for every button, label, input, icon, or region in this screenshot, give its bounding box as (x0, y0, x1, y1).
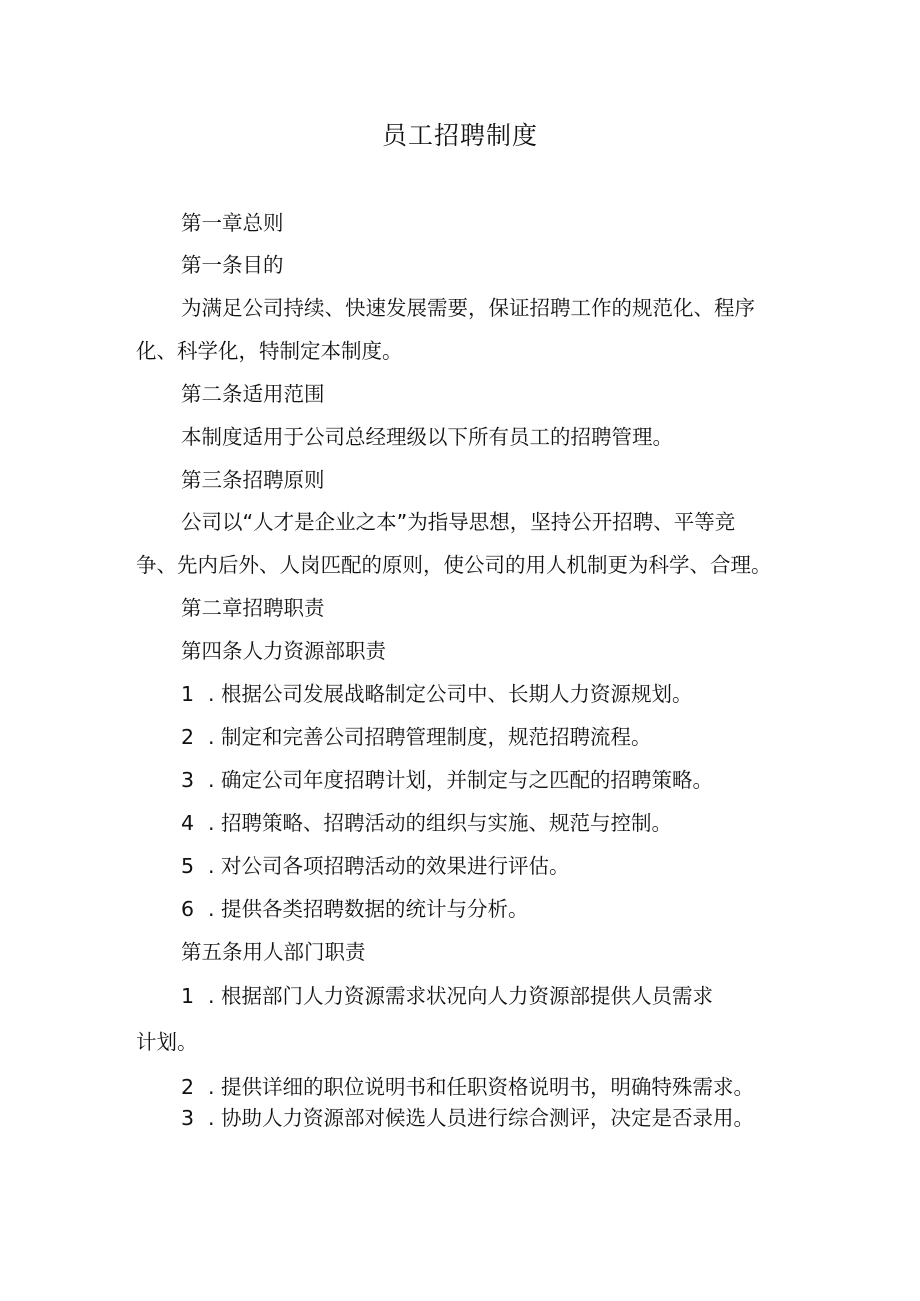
list-item (181, 1102, 754, 1134)
chapter-heading: 第二章招聘职责 (181, 596, 325, 620)
article-heading: 第五条用人部门职责 (181, 940, 366, 964)
list-item (181, 1071, 754, 1103)
article-heading: 第三条招聘原则 (181, 468, 325, 492)
list-item-number: 6 (181, 897, 195, 921)
list-item-number: 2 (181, 725, 195, 749)
list-item-number: 4 (181, 811, 195, 835)
paragraph-line: 化、科学化，特制定本制度。 (136, 339, 403, 363)
article-heading: 第二条适用范围 (181, 382, 325, 406)
list-item-text: . 确定公司年度招聘计划，并制定与之匹配的招聘策略。 (208, 768, 714, 792)
list-item (181, 764, 713, 796)
chapter-heading: 第一章总则 (181, 211, 284, 235)
article-heading: 第一条目的 (181, 253, 284, 277)
list-item-number: 2 (181, 1075, 195, 1099)
list-item (181, 980, 713, 1012)
article-heading: 第四条人力资源部职责 (181, 639, 386, 663)
list-item-number: 3 (181, 1106, 195, 1130)
list-item (181, 893, 529, 925)
list-item-text: . 制定和完善公司招聘管理制度，规范招聘流程。 (208, 725, 652, 749)
list-item-text: . 对公司各项招聘活动的效果进行评估。 (208, 854, 570, 878)
list-item-text: . 协助人力资源部对候选人员进行综合测评，决定是否录用。 (208, 1106, 755, 1130)
paragraph-line: 为满足公司持续、快速发展需要，保证招聘工作的规范化、程序 (181, 296, 755, 320)
paragraph-line: 争、先内后外、人岗匹配的原则，使公司的用人机制更为科学、合理。 (136, 553, 772, 577)
document-title: 员工招聘制度 (381, 121, 538, 150)
paragraph-line: 公司以“人才是企业之本”为指导思想，坚持公开招聘、平等竞 (181, 510, 736, 534)
paragraph-line: 计划。 (136, 1030, 198, 1054)
list-item (181, 807, 672, 839)
list-item-number: 1 (181, 682, 195, 706)
list-item (181, 678, 693, 710)
list-item-text: . 根据部门人力资源需求状况向人力资源部提供人员需求 (208, 984, 714, 1008)
list-item-number: 3 (181, 768, 195, 792)
paragraph-line: 本制度适用于公司总经理级以下所有员工的招聘管理。 (181, 425, 673, 449)
list-item-text: . 根据公司发展战略制定公司中、长期人力资源规划。 (208, 682, 693, 706)
list-item (181, 850, 570, 882)
list-item-text: . 招聘策略、招聘活动的组织与实施、规范与控制。 (208, 811, 673, 835)
list-item (181, 721, 652, 753)
list-item-number: 5 (181, 854, 195, 878)
list-item-text: . 提供详细的职位说明书和任职资格说明书，明确特殊需求。 (208, 1075, 755, 1099)
list-item-text: . 提供各类招聘数据的统计与分析。 (208, 897, 529, 921)
list-item-number: 1 (181, 984, 195, 1008)
